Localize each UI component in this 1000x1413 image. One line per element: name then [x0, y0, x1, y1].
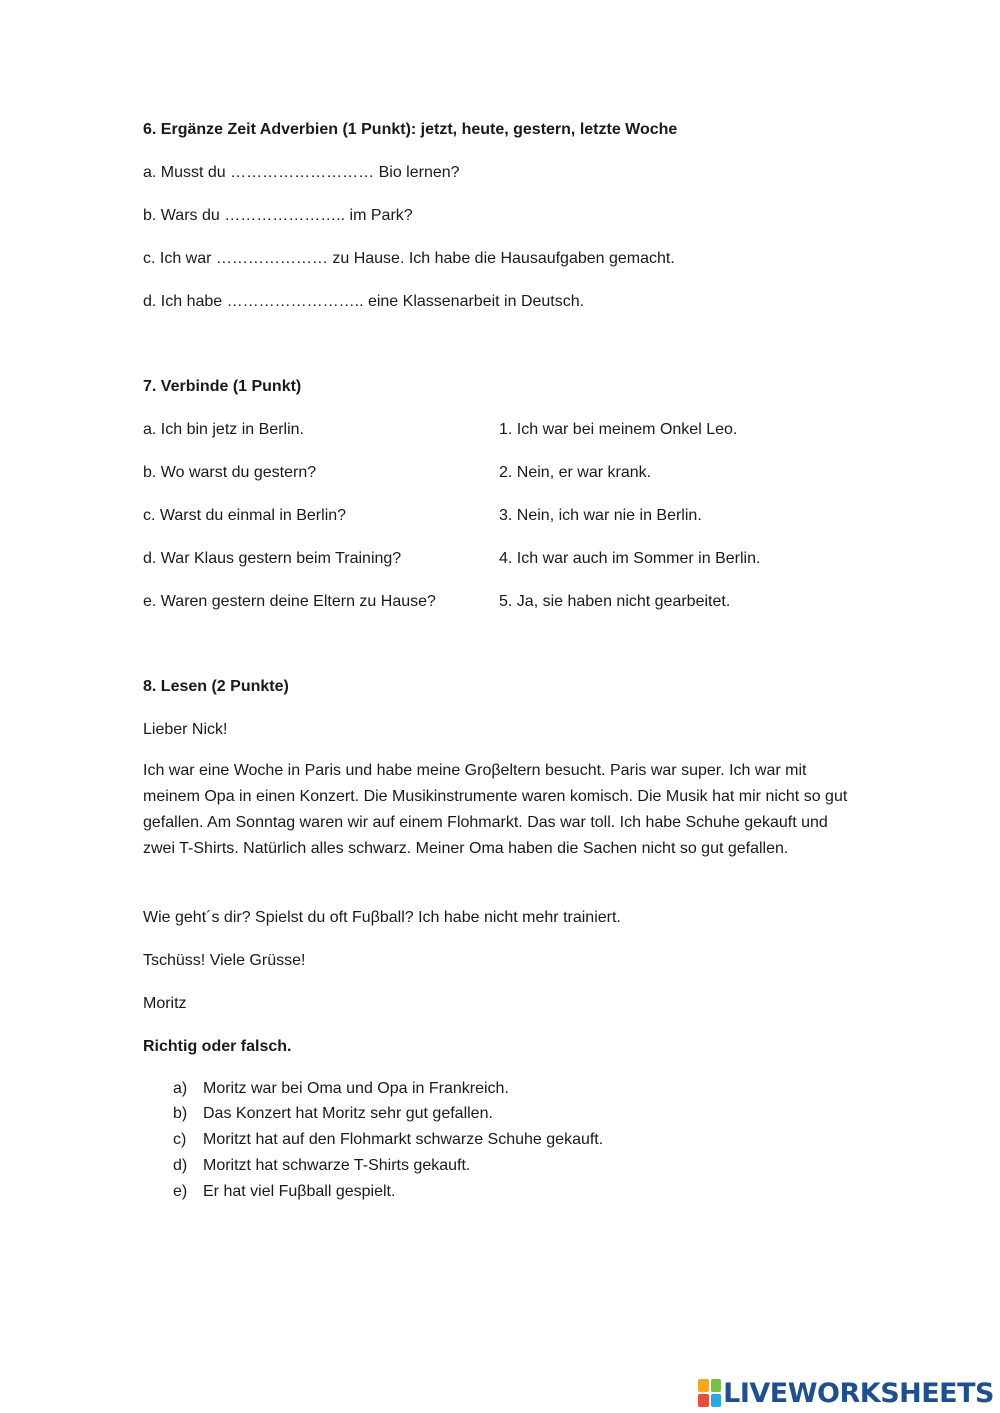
section6-title: 6. Ergänze Zeit Adverbien (1 Punkt): jetzt, heute, gestern, letzte Woche	[143, 121, 678, 138]
liveworksheets-logo-icon	[698, 1379, 721, 1407]
statement-label: e)	[173, 1183, 188, 1200]
statement-text: Moritz war bei Oma und Opa in Frankreich.	[203, 1080, 509, 1097]
statement-text: Er hat viel Fuβball gespielt.	[203, 1183, 396, 1200]
match-right-1: 1. Ich war bei meinem Onkel Leo.	[499, 421, 738, 438]
section6-item-b: b. Wars du ………………….. im Park?	[143, 207, 413, 224]
match-right-5: 5. Ja, sie haben nicht gearbeitet.	[499, 593, 731, 610]
match-right-2: 2. Nein, er war krank.	[499, 464, 652, 481]
statement-label: c)	[173, 1131, 187, 1148]
logo-square-icon	[698, 1379, 709, 1392]
statement-text: Moritzt hat schwarze T-Shirts gekauft.	[203, 1157, 471, 1174]
letter-body	[143, 758, 853, 862]
section6-item-c: c. Ich war ………………… zu Hause. Ich habe die Hausaufgaben gemacht.	[143, 250, 675, 267]
match-left-b: b. Wo warst du gestern?	[143, 464, 317, 481]
match-left-c: c. Warst du einmal in Berlin?	[143, 507, 347, 524]
brand-text: LIVEWORKSHEETS	[723, 1377, 994, 1409]
statement-text: Moritzt hat auf den Flohmarkt schwarze Schuhe gekauft.	[203, 1131, 604, 1148]
match-left-a: a. Ich bin jetz in Berlin.	[143, 421, 304, 438]
statement-text: Das Konzert hat Moritz sehr gut gefallen.	[203, 1105, 493, 1122]
section8-title: 8. Lesen (2 Punkte)	[143, 678, 289, 695]
section6-item-a: a. Musst du ……………………… Bio lernen?	[143, 164, 460, 181]
liveworksheets-logo[interactable]	[698, 1378, 994, 1408]
letter-signature: Moritz	[143, 995, 187, 1012]
statement-label: d)	[173, 1157, 188, 1174]
match-left-d: d. War Klaus gestern beim Training?	[143, 550, 402, 567]
section6-item-d: d. Ich habe …………………….. eine Klassenarbeit in Deutsch.	[143, 293, 585, 310]
task-title: Richtig oder falsch.	[143, 1038, 292, 1055]
logo-square-icon	[698, 1394, 709, 1407]
letter-greeting: Lieber Nick!	[143, 721, 228, 738]
statement-label: a)	[173, 1080, 188, 1097]
match-left-e: e. Waren gestern deine Eltern zu Hause?	[143, 593, 436, 610]
letter-body-text: Ich war eine Woche in Paris und habe meine Groβeltern besucht. Paris war super. Ich war mit meinem Opa in einen Konzert. Die Musikinstrumente waren komisch. Die Musik hat mir nicht so gut gefallen. Am Sonntag waren wir auf einem Flohmarkt. Das war toll. Ich habe Schuhe gekauft und zwei T-Shirts. Natürlich alles schwarz. Meiner Oma haben die Sachen nicht so gut gefallen.	[143, 762, 848, 857]
letter-question-line: Wie geht´s dir? Spielst du oft Fuβball? Ich habe nicht mehr trainiert.	[143, 909, 621, 926]
match-right-3: 3. Nein, ich war nie in Berlin.	[499, 507, 702, 524]
letter-closing: Tschüss! Viele Grüsse!	[143, 952, 306, 969]
logo-square-icon	[711, 1394, 722, 1407]
statement-label: b)	[173, 1105, 188, 1122]
logo-square-icon	[711, 1379, 722, 1392]
section7-title: 7. Verbinde (1 Punkt)	[143, 378, 302, 395]
match-right-4: 4. Ich war auch im Sommer in Berlin.	[499, 550, 761, 567]
